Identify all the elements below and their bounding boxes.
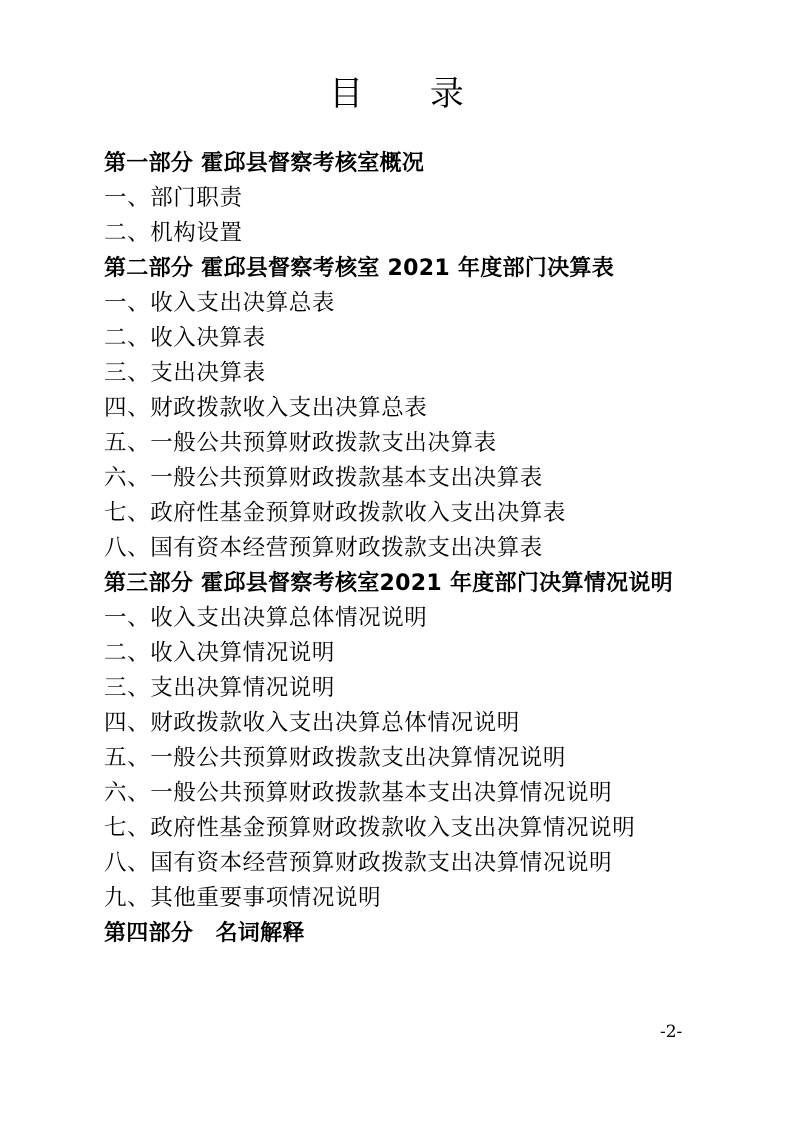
- toc-item: 五、一般公共预算财政拨款支出决算表: [104, 430, 497, 456]
- toc-item: 六、一般公共预算财政拨款基本支出决算情况说明: [104, 780, 613, 806]
- toc-item: 八、国有资本经营预算财政拨款支出决算表: [104, 535, 543, 561]
- toc-item: 二、机构设置: [104, 220, 243, 246]
- toc-item: 九、其他重要事项情况说明: [104, 885, 382, 911]
- toc-part-heading: 第一部分 霍邱县督察考核室概况: [104, 151, 425, 176]
- toc-item: 二、收入决算表: [104, 325, 266, 351]
- page-title: 目 录: [329, 74, 492, 114]
- toc-item: 四、财政拨款收入支出决算总表: [104, 395, 428, 421]
- toc-part-heading: 第三部分 霍邱县督察考核室2021 年度部门决算情况说明: [104, 571, 673, 596]
- toc-item: 八、国有资本经营预算财政拨款支出决算情况说明: [104, 850, 613, 876]
- toc-item: 一、收入支出决算总体情况说明: [104, 605, 428, 631]
- toc-item: 七、政府性基金预算财政拨款收入支出决算表: [104, 500, 567, 526]
- toc-part-heading: 第二部分 霍邱县督察考核室 2021 年度部门决算表: [104, 256, 615, 281]
- toc-item: 七、政府性基金预算财政拨款收入支出决算情况说明: [104, 815, 636, 841]
- toc-item: 一、收入支出决算总表: [104, 290, 336, 316]
- toc-item: 六、一般公共预算财政拨款基本支出决算表: [104, 465, 543, 491]
- table-of-contents: [104, 146, 764, 951]
- toc-item: 五、一般公共预算财政拨款支出决算情况说明: [104, 745, 567, 771]
- page-number: -2-: [660, 1022, 683, 1042]
- toc-item: 四、财政拨款收入支出决算总体情况说明: [104, 710, 520, 736]
- toc-item: 三、支出决算表: [104, 360, 266, 386]
- toc-item: 一、部门职责: [104, 185, 243, 211]
- toc-item: 二、收入决算情况说明: [104, 640, 336, 666]
- toc-item: 三、支出决算情况说明: [104, 675, 336, 701]
- toc-part-heading: 第四部分 名词解释: [104, 921, 305, 946]
